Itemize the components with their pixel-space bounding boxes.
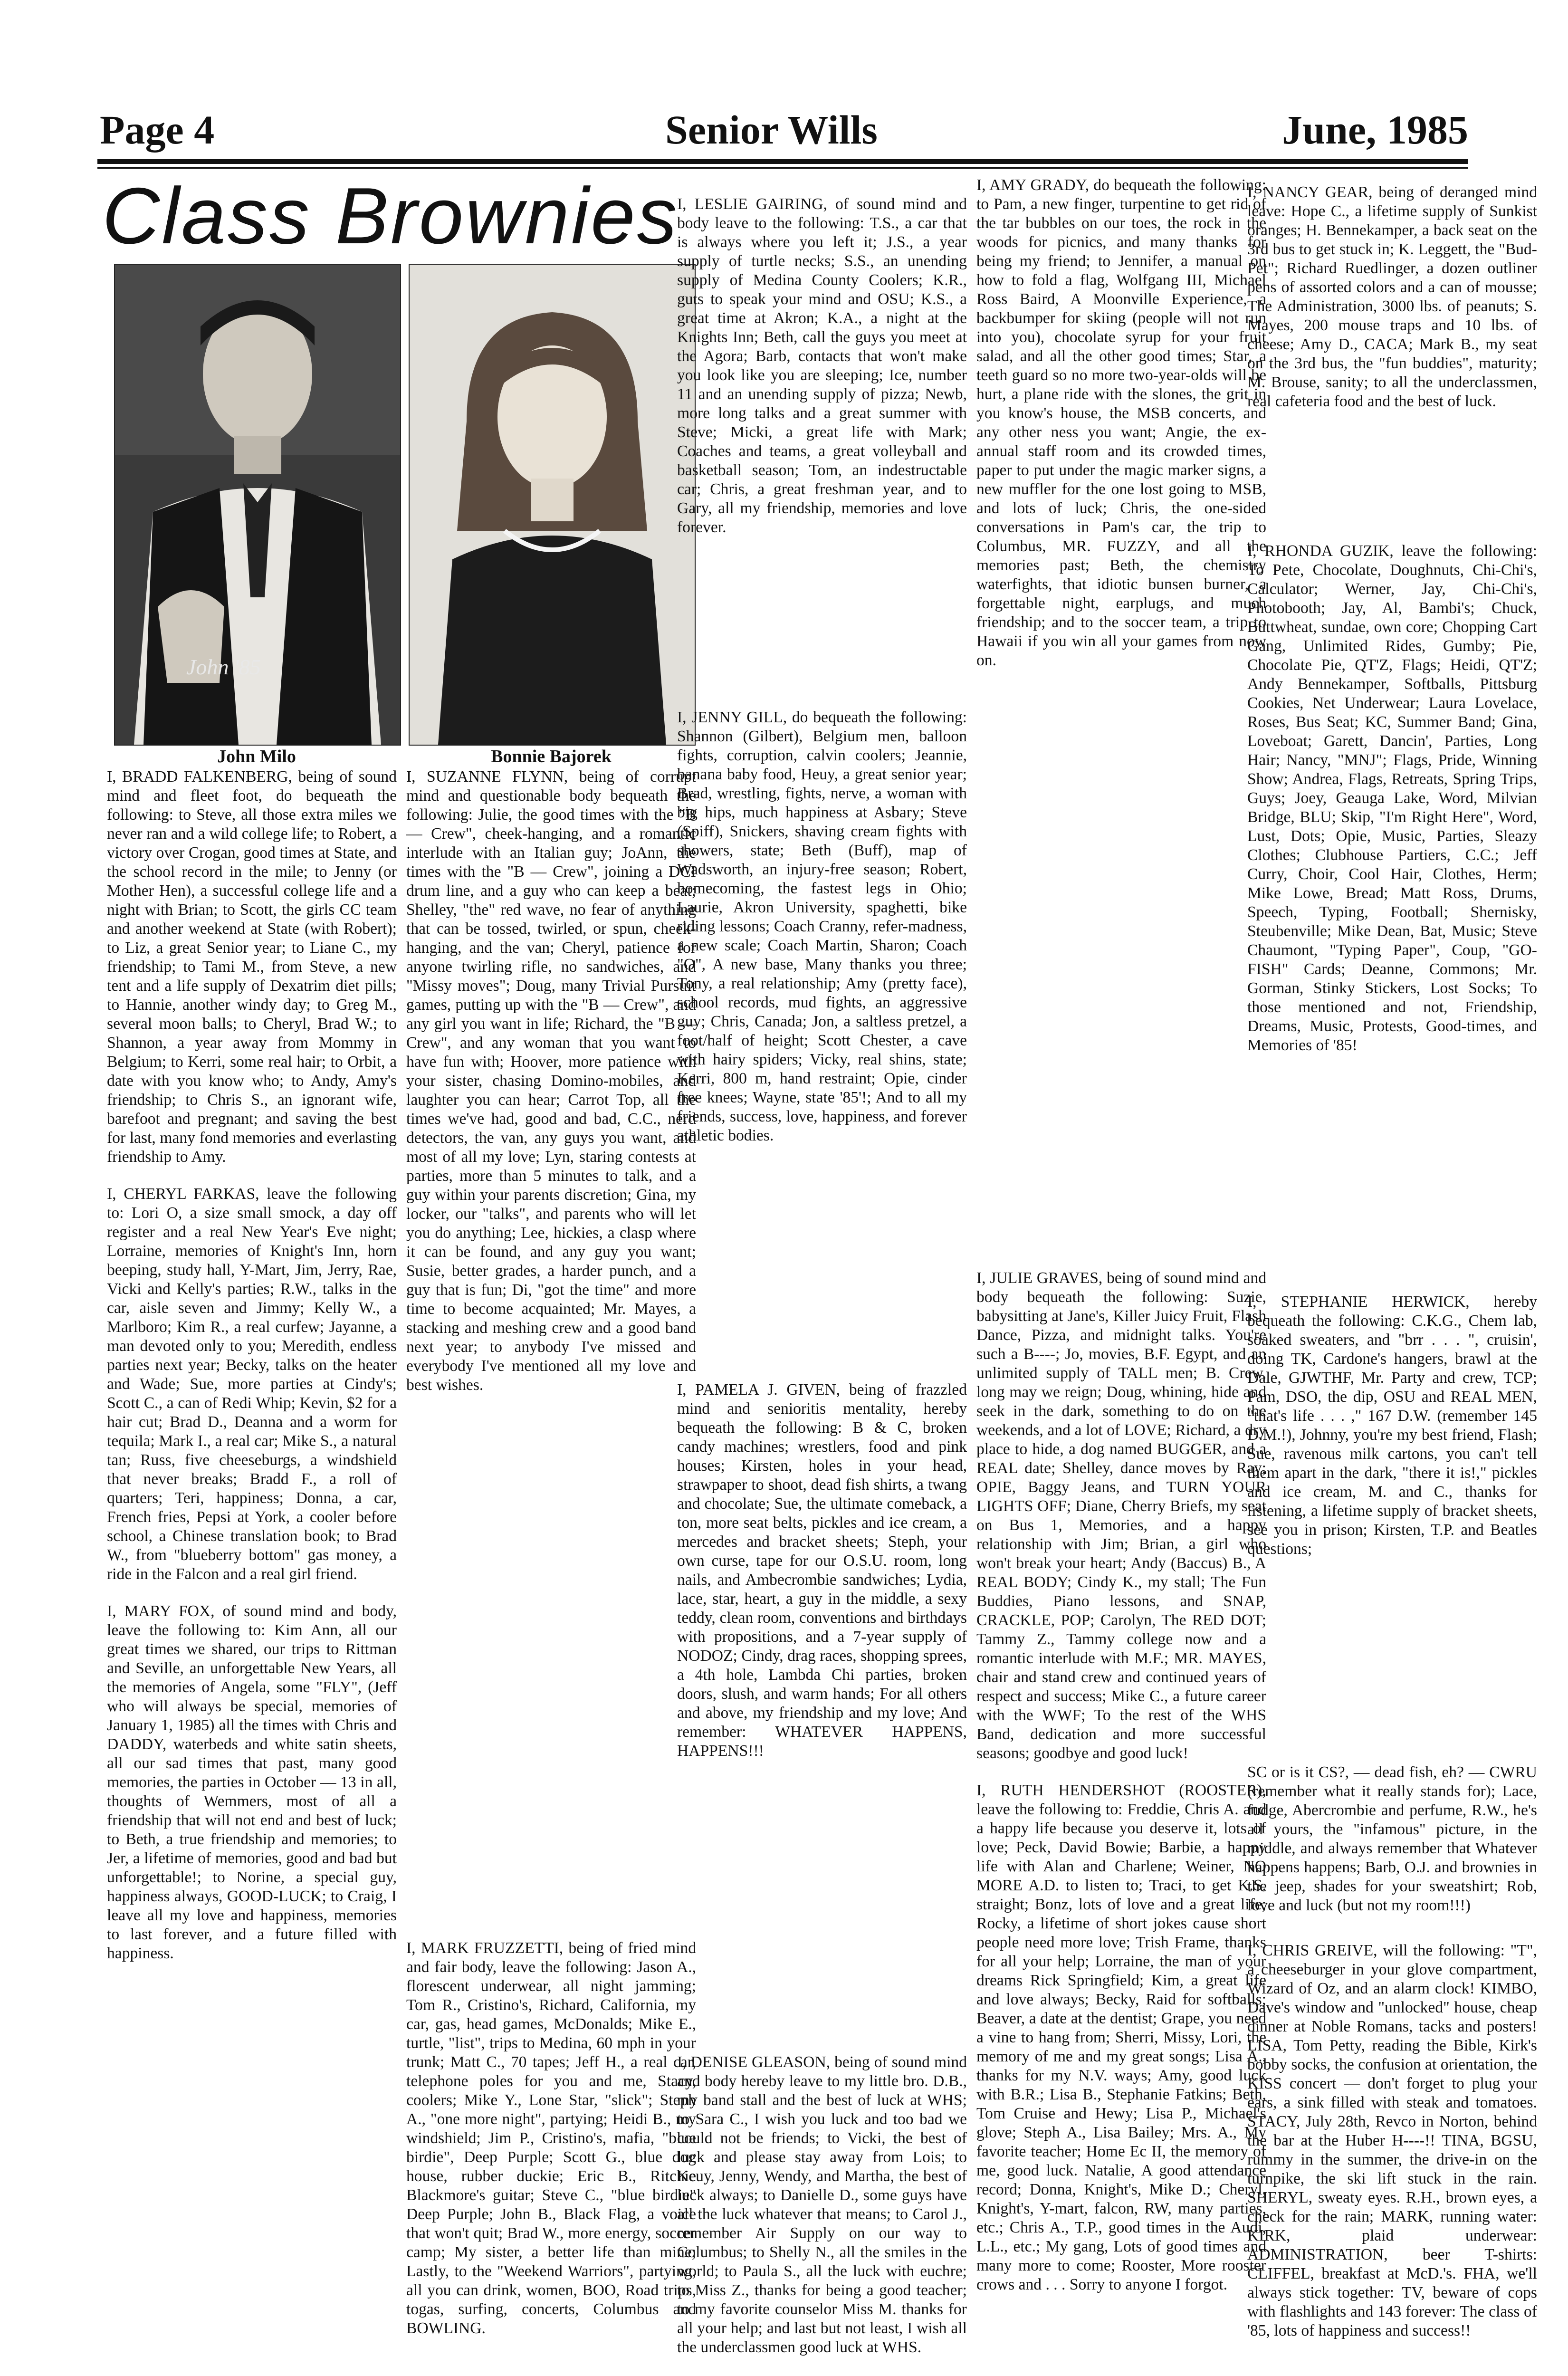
portrait-bajorek-graphic [410, 265, 695, 745]
page-number: Page 4 [100, 107, 215, 153]
article-column-5-e [1247, 1941, 1537, 2358]
will-grady: I, AMY GRADY, do bequeath the following: to Pam, a new finger, turpentine to get rid of the tar bubbles on our toes, the rock in the woods for picnics, and many thanks for being my friend; to Jennifer, a manual on how to fold a flag, Wolfgang III, Michael Ross Baird, A Moonville Experience, a backbumper for skiing (people will not run into you), chocolate syrup for your fruit salad, and all the other good times; Star, a teeth guard so no more two-year-olds will be hurt, a plane ride with the slones, the grit in you know's house, the MSB concerts, and any other ness you want; Angie, the ex-annual staff room and its crowded times, paper to put under the magic marker signs, a new muffler for the one lost going to MSB, and lots of luck; Chris, the one-sided conversations in Pam's car, the trip to Columbus, MR. FUZZY, and all the memories past; Beth, the chemistry waterfights, that idiotic bunsen burner, a forgettable night, earplugs, and much friendship; and to the soccer team, a trip to Hawaii if you win all your games from now on. [976, 176, 1266, 669]
article-column-3-d [677, 2053, 967, 2375]
article-column-5 [1247, 183, 1537, 429]
article-column-2 [406, 767, 696, 1413]
will-graves: I, JULIE GRAVES, being of sound mind and body bequeath the following: Suzie, babysitting at Jane's, Killer Juicy Fruit, Flash Dance, Pizza, and midnight talks. You're such a B----; Jo, movies, B.F. Egypt, and an unlimited supply of TALL men; B. Crew, long may we reign; Doug, whining, hide and seek in the dark, something to do on the weekends, and a lot of LOVE; Richard, a dry place to hide, a dog named BUGGER, and a REAL date; Shelley, dance moves by Ray; OPIE, Baggy Jeans, and TURN YOUR LIGHTS OFF; Diane, Cherry Briefs, my seat on Bus 1, Memories, and a happy relationship with Jim; Brian, a girl who won't break your heart; Andy (Baccus) B., A REAL BODY; Cindy K., my stall; The Fun Buddies, Piano lessons, and SNAP, CRACKLE, POP; Carolyn, The RED DOT; Tammy Z., Tammy college now and a romantic interlude with M.F.; MR. MAYES, chair and stand crew and continued years of respect and success; Mike C., a future career with the WWF; To the rest of the WHS Band, dedication and more successful seasons; goodbye and good luck! [976, 1269, 1266, 1762]
will-fox: I, MARY FOX, of sound mind and body, leave the following to: Kim Ann, all our great times we shared, our trips to Rittman and Seville, an unforgettable New Years, all the memories of Angela, some "FLY", (Jeff who will always be special, memories of January 1, 1985) all the times with Chris and DADDY, waterbeds and white satin sheets, all our sad times that past, many good memories, the parties in October — 13 in all, thoughts of Wemmers, most of all a friendship that will not end and best of luck; to Beth, a true friendship and memories; to Jer, a lifetime of memories, good and bad but unforgettable!; to Norine, a special guy, happiness always, GOOD-LUCK; to Craig, I leave all my love and happiness, memories to last forever, and a future filled with happiness. [107, 1602, 397, 1962]
section-title: Class Brownies [102, 171, 679, 260]
article-column-4 [976, 176, 1266, 688]
will-falkenberg: I, BRADD FALKENBERG, being of sound mind and fleet foot, do bequeath the following: to Steve, all those extra miles we never ran and a wild college life; to Robert, a victory over Crogan, good times at State, and the school record in the mile; to Jenny (or Mother Hen), a successful college life and a night with Brian; to Scott, the girls CC team and another weekend at State (with Robert); to Liz, a great Senior year; to Liane C., my friendship; to Tami M., from Steve, a new tent and a life supply of Dexatrim diet pills; to Hannie, another windy day; to Greg M., several moon balls; to Cheryl, Brad W.; to Shannon, a year away from Mommy in Belgium; to Kerri, some real hair; to Orbit, a date with you know who; to Andy, Amy's friendship; to Chris S., an ignorant wife, barefoot and pregnant; and saving the best for last, many fond memories and everlasting friendship to Amy. [107, 768, 397, 1166]
article-column-2-bottom [406, 1939, 696, 2356]
article-column-3-c [677, 1380, 967, 1779]
masthead-rule [97, 159, 1468, 164]
will-farkas: I, CHERYL FARKAS, leave the following to: Lori O, a size small smock, a day off register and a real New Year's Eve night; Lorraine, memories of Knight's Inn, horn beeping, study hall, Y-Mart, Jim, Jerry, Rae, Vicki and Kelly's parties; R.W., talks in the car, aisle seven and Jimmy; Kelly W., a Marlboro; Kim R., a real curfew; Jayanne, a man devoted only to you; Meredith, endless parties next year; Becky, talks on the heater and Wade; Sue, more parties at Cindy's; Scott C., a can of Redi Whip; Kevin, $2 for a hair cut; Brad D., Deanna and a worm for tequila; Mark I., a real car; Mike S., a natural tan; Russ, five cheeseburgs, a windshield that never breaks; Bradd F., a roll of quarters; Teri, happiness; Donna, a car, French fries, Pepsi at York, a cooler before school, a Chinese translation book; to Brad W., from "blueberry bottom" gas money, a ride in the Falcon and a real girl friend. [107, 1185, 397, 1583]
will-herwick-continued: SC or is it CS?, — dead fish, eh? — CWRU (remember what it really stands for); Lace, fudge, Abercrombie and perfume, R.W., he's all yours, the "infamous" picture, in the middle, and always remember that Whatever happens happens; Barb, O.J. and brownies in the jeep, shades for your sweatshirt; Rob, love and luck (but not my room!!!) [1247, 1763, 1537, 1914]
will-given: I, PAMELA J. GIVEN, being of frazzled mind and senioritis mentality, hereby bequeath the following: B & C, broken candy machines; wrestlers, food and pink houses; Kirsten, holes in your head, strawpaper to shoot, dead fish shirts, a twang and chocolate; Sue, the ultimate comeback, a ton, more seat belts, pickles and ice cream, a mercedes and bracket sheets; Steph, your own curse, tape for our O.S.U. room, long nails, and Ambecrombie sandwiches; Lydia, lace, star, heart, a guy in the middle, a sexy teddy, clean room, conventions and birthdays with propositions, and a 7-year supply of NODOZ; Cindy, drag races, shopping sprees, a 4th hole, Lambda Chi parties, broken doors, slush, and warm hands; For all others and above, my friendship and my love; And remember: WHATEVER HAPPENS, HAPPENS!!! [677, 1381, 967, 1760]
masthead-rule-thin [97, 167, 1468, 169]
will-greive: I, CHRIS GREIVE, will the following: "T", a cheeseburger in your glove compartment, Wizard of Oz, and an alarm clock! KIMBO, Dave's window and "unlocked" house, cheap dinner at Noble Romans, tacks and posters! LISA, Tom Petty, reading the Bible, Kirk's bobby socks, the confusion at orientation, the KISS concert — don't forget to plug your ears, a sink filled with steak and tomatoes. STACY, July 28th, Revco in Norton, behind the bar at the Huber H----!! TINA, BGSU, rummy in the summer, the drive-in on the turnpike, the ski lift stuck in the rain. SHERYL, sweaty eyes. R.H., brown eyes, a check for the rain; MARK, running water: KIRK, plaid underwear: ADMINISTRATION, beer T-shirts: CLIFFEL, breakfast at McD.'s. FHA, we'll always stick together: TV, beware of cops with flashlights and 143 forever: The class of '85, lots of happiness and success!! [1247, 1942, 1537, 2339]
photo-bonnie-bajorek [409, 264, 696, 746]
will-flynn: I, SUZANNE FLYNN, being of corrupt mind and questionable body bequeath the following: Julie, the good times with the "B — Crew", cheek-hanging, and a romantic interlude with an Italian guy; JoAnn, the times with the "B — Crew", joining a DCI drum line, and a guy who can keep a beat; Shelley, "the" red wave, no fear of anything that can be tossed, twirled, or spun, cheek-hanging, and the van; Cheryl, patience for anyone twirling rifle, no sandwiches, and "Missy moves"; Doug, many Trivial Pursuit games, putting up with the "B — Crew", and any girl you want in life; Richard, the "B — Crew", and any woman that you want to have fun with; Hoover, more patience with your sister, chasing Domino-mobiles, and laughter you can hear; Carrot Top, all the times we've had, good and bad, C.C., nerd detectors, the van, any guys you want, and most of all my love; Lyn, staring contests at parties, more than 5 minutes to talk, and a guy within your parents discretion; Gina, my locker, our "talks", and parents who will let you do anything; Lee, hickies, a clasp where it can be found, and any guy you want; Susie, better grades, a harder punch, and a guy that is fun; Di, "got the time" and more time to become acquainted; Mr. Mayes, a stacking and meshing crew and a good band next year; to anybody I've missed and everybody I've mentioned all my love and best wishes. [406, 768, 696, 1394]
will-fruzzetti: I, MARK FRUZZETTI, being of fried mind and fair body, leave the following: Jason A., florescent underwear, all night jamming; Tom R., Cristino's, Richard, California, my car, gas, head games, McDonalds; Mike E., turtle, "list", trips to Medina, 60 mph in your trunk; Matt C., 70 tapes; Jeff H., a real car, telephone poles for you and me, Stacy, coolers; Mike Y., Lone Star, "slick"; Steph A., "one more night", partying; Heidi B., my windshield; Jim P., Cristino's, mafia, "blue birdie", Deep Purple; Scott G., blue dog house, rubber duckie; Eric B., Ritchie Blackmore's guitar; Steve C., "blue birdie" Deep Purple; John B., Black Flag, a voice that won't quit; Brad W., more energy, soccer camp; My sister, a better life than mine; Lastly, to the "Weekend Warriors", partying, all you can drink, women, BOO, Road trips, togas, surfing, concerts, Columbus and BOWLING. [406, 1939, 696, 2337]
issue-date: June, 1985 [1282, 107, 1468, 153]
will-guzik: I, RHONDA GUZIK, leave the following: To Pete, Chocolate, Doughnuts, Chi-Chi's, Calculator; Werner, Jay, Chi-Chi's, Photobooth; Jay, Al, Bambi's; Chuck, Buttwheat, sundae, own core; Chopping Cart Gang, Unlimited Rides, Gumby; Pie, Chocolate Pie, QT'Z, Flags; Heidi, QT'Z; Andy Bennekamper, Softballs, Pittsburg Cookies, Net Underwear; Laura Lovelace, Roses, Bus Seat; KC, Summer Band; Gina, Loveboat; Garett, Dancin', Parties, Long Hair; Nancy, "MNJ"; Flags, Pride, Winning Show; Andrea, Flags, Retreats, Spring Trips, Guys; Joey, Geauga Lake, Word, Milvian Bridge, BLU; Skip, "I'm Right Here", Word, Lust, Dots; Opie, Music, Parties, Sleazy Clothes; Clubhouse Partiers, C.C.; Jeff Curry, Choir, Cool Hair, Clothes, Herm; Mike Lowe, Bread; Matt Ross, Drums, Speech, Typing, Football; Shernisky, Steubenville; Mike Dean, Bat, Music; Steve Chaumont, "Typing Paper", Coup, "GO-FISH" Cards; Deanne, Commons; Mr. Gorman, Stinky Stickers, Lost Socks; To those mentioned and not, Friendship, Dreams, Music, Protests, Good-times, and Memories of '85! [1247, 542, 1537, 1054]
article-column-1 [107, 767, 397, 1981]
will-hendershot: I, RUTH HENDERSHOT (ROOSTER), leave the following to: Freddie, Chris A. and a happy life because you deserve it, lots of love; Peck, David Bowie; Barbie, a happy life with Alan and Charlene; Weiner, NO MORE A.D. to listen to; Traci, to get K.S. straight; Bonz, lots of love and a great life; Rocky, a lifetime of short jokes cause short people need more love; Trish Frame, thanks for all your help; Lorraine, the man of your dreams Rick Springfield; Kim, a great life and love always; Becky, Raid for softballs; Beaver, a date at the dentist; Grape, you need a vine to hang from; Sherri, Missy, Lori, the memory of me and my great songs; Lisa A., thanks for my N.V. ways; Amy, good luck with B.R.; Lisa B., Stephanie Fatkins; Beth, Tom Cruise and Hewy; Lisa P., Michael's glove; Steph A., Lisa Bailey; Mrs. A., My favorite teacher; Home Ec II, the memory of me, good luck. Natalie, A good attendance record; Donna, Knight's, Mike D.; Cheryl, Knight's, Y-mart, falcon, RW, many parties, etc.; Chris A., T.P., good times in the Audi, L.L., etc.; My gang, Lots of good times and many more to come; Rooster, More rooster crows and . . . Sorry to anyone I forgot. [976, 1782, 1266, 2293]
article-column-5-b [1247, 542, 1537, 1073]
article-column-4-b [976, 1269, 1266, 2312]
will-gear: I, NANCY GEAR, being of deranged mind leave: Hope C., a lifetime supply of Sunkist oranges; H. Bennekamper, a back seat on the 3rd bus to get stuck in; K. Leggett, the "Bud-Pet"; Richard Ruedlinger, a dozen outliner pens of assorted colors and a can of mousse; The Administration, 3000 lbs. of peanuts; S. Mayes, 200 mouse traps and 10 lbs. of cheese; Amy D., CACA; Mark B., my seat on the 3rd bus, the "fun buddies", maturity; M. Brouse, sanity; to all the underclassmen, real cafeteria food and the best of luck. [1247, 183, 1537, 410]
article-column-3 [677, 195, 967, 555]
photo-caption-bajorek: Bonnie Bajorek [491, 747, 612, 766]
will-gairing: I, LESLIE GAIRING, of sound mind and body leave to the following: T.S., a car that is always where you left it; J.S., a year supply of turtle necks; S.S., an unending supply of Medina County Coolers; K.R., guts to speak your mind and OSU; K.S., a great time at Akron; K.A., a night at the Knights Inn; Beth, call the guys you meet at the Agora; Barb, contacts that won't make you look like you are sleeping; Ice, number 11 and an unending supply of pizza; Newb, more long talks and a great summer with Steve; Micki, a great life with Mark; Coaches and teams, a great volleyball and basketball season; Tom, an indestructable car; Chris, a great freshman year, and to Gary, all my friendship, memories and love forever. [677, 195, 967, 536]
will-herwick: I, STEPHANIE HERWICK, hereby bequeath the following: C.K.G., Chem lab, soaked sweaters, and "brr . . . ", cruisin', doing TK, Cardone's hangers, brawl at the Dale, GJWTHF, Mr. Party and crew, TCP; Pam, DSO, the dip, OSU and REAL MEN, "that's life . . . ," 167 D.W. (remember 145 D.M.!), Johnny, you're my best friend, Flash; Sue, ravenous milk cartons, you can't tell them apart in the dark, "there it is!," pickles and ice cream, M. and C., thanks for listening, a lifetime supply of bracket sheets, see you in prison; Kirsten, T.P. and Beatles questions; [1247, 1293, 1537, 1558]
photo-john-milo [114, 264, 401, 746]
photo-inscription: John '85 [186, 655, 261, 679]
article-column-5-d [1247, 1763, 1537, 1933]
will-gleason: I, DENISE GLEASON, being of sound mind and body hereby leave to my little bro. D.B., my band stall and the best of luck at WHS; to Sara C., I wish you luck and too bad we could not be friends; to Vicki, the best of luck and please stay away from Lois; to Keuy, Jenny, Wendy, and Martha, the best of luck always; to Danielle D., some guys have all the luck whatever that means; to Carol J., remember Air Supply on our way to Columbus; to Shelly N., all the smiles in the world; to Paula S., all the luck with euchre; to Miss Z., thanks for being a good teacher; to my favorite counselor Miss M. thanks for all your help; and last but not least, I wish all the underclassmen good luck at WHS. [677, 2053, 967, 2356]
will-gill: I, JENNY GILL, do bequeath the following: Shannon (Gilbert), Belgium men, balloon fights, corruption, calvin coolers; Jeannie, banana baby food, Heuy, a great senior year; Brad, wrestling, fights, nerve, a woman with big hips, much happiness at Asbary; Steve (Spiff), Snickers, shaving cream fights with showers, state; Beth (Buff), map of Wadsworth, an injury-free season; Robert, homecoming, the fastest legs in Ohio; Laurie, Akron University, spaghetti, bike riding lessons; Coach Cranny, refer-madness, a new scale; Coach Martin, Sharon; Coach "O", A new base, Many thanks you three; Tony, a real relationship; Amy (pretty face), school records, mud fights, an aggressive guy; Chris, Canada; Jon, a saltless pretzel, a foot/half of height; Scott Chester, a cave with hairy spiders; Vicky, real shins, state; Kerri, 800 m, hand restraint; Opie, cinder free knees; Wayne, state '85'!; And to all my friends, success, love, happiness, and forever athletic bodies. [677, 709, 967, 1144]
article-column-5-c [1247, 1293, 1537, 1577]
page-section-title: Senior Wills [665, 107, 878, 153]
article-column-3-b [677, 708, 967, 1163]
photo-caption-milo: John Milo [217, 747, 296, 766]
